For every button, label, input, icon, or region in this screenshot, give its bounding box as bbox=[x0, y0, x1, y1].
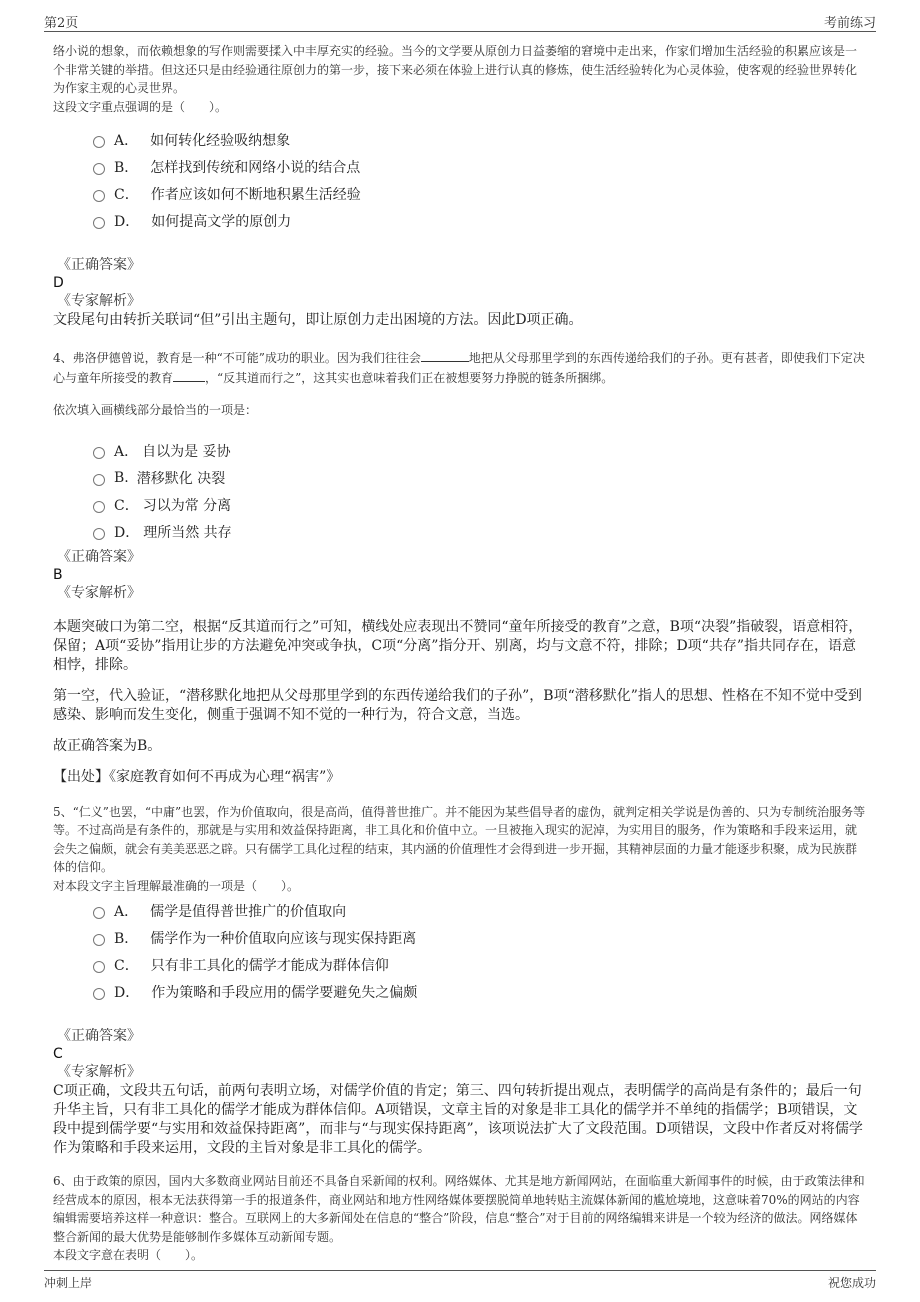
option-letter: A． bbox=[114, 132, 139, 149]
option-text: 习以为常 分离 bbox=[142, 498, 232, 514]
option-b[interactable] bbox=[93, 153, 868, 180]
explanation-text: C项正确，文段共五句话，前两句表明立场，对儒学价值的肯定；第三、四句转折提出观点，表明儒学的高尚是有条件的；最后一句升华主旨，只有非工具化的儒学才能成为群体信仰。A项错误，文章主旨的对象是非工具化的儒学并不单纯的指儒学；B项错误，文段中提到儒学要“与实用和效益保持距离”，而非与“与现实保持距离”，该项说法扩大了文段范围。D项错误，文段中作者反对将儒学作为策略和手段来运用，文段的主旨对象是非工具化的儒学。 bbox=[53, 1083, 863, 1156]
radio-icon[interactable] bbox=[93, 501, 105, 513]
option-d[interactable] bbox=[93, 207, 868, 234]
option-letter: D． bbox=[114, 525, 140, 541]
radio-icon[interactable] bbox=[93, 136, 105, 148]
answer-value: B bbox=[53, 566, 63, 583]
option-list bbox=[93, 438, 868, 546]
option-letter: C． bbox=[114, 957, 139, 974]
option-list bbox=[93, 126, 868, 234]
question-stem: 对本段文字主旨理解最准确的一项是（ ）。 bbox=[53, 878, 300, 893]
question-stem: 本段文字意在表明（ ）。 bbox=[53, 1248, 204, 1262]
answer-label: 《正确答案》 bbox=[57, 1028, 141, 1044]
answer-value: C bbox=[53, 1046, 63, 1062]
answer-value: D bbox=[53, 275, 64, 291]
header-title: 考前练习 bbox=[823, 16, 876, 31]
radio-icon[interactable] bbox=[93, 447, 105, 459]
option-d[interactable] bbox=[93, 519, 868, 546]
answer-label: 《正确答案》 bbox=[57, 548, 141, 565]
option-text: 如何转化经验吸纳想象 bbox=[150, 132, 291, 149]
question-5 bbox=[53, 803, 868, 1159]
option-text: 如何提高文学的原创力 bbox=[151, 213, 292, 230]
radio-icon[interactable] bbox=[93, 528, 105, 540]
footer-left-text: 冲刺上岸 bbox=[44, 1276, 93, 1290]
question-passage: 络小说的想象，而依赖想象的写作则需要揉入中丰厚充实的经验。当今的文学要从原创力日益萎缩的窘境中走出来，作家们增加生活经验的积累应该是一个非常关键的举措。但这还只是由经验通往原创力的第一步，接下来必须在体验上进行认真的修炼，使生活经验转化为心灵体验，使客观的经验世界转化为作家主观的心灵世界。 bbox=[53, 44, 858, 95]
option-text: 潜移默化 决裂 bbox=[136, 471, 226, 487]
footer-right-text: 祝您成功 bbox=[827, 1276, 876, 1290]
option-c[interactable] bbox=[93, 180, 868, 207]
page-number: 第2页 bbox=[44, 16, 79, 31]
option-a[interactable] bbox=[93, 126, 868, 153]
option-letter: C． bbox=[114, 186, 139, 203]
question-stem: 这段文字重点强调的是（ ）。 bbox=[53, 99, 228, 114]
question-3 bbox=[53, 42, 868, 330]
option-a[interactable] bbox=[93, 897, 868, 924]
option-b[interactable] bbox=[93, 924, 868, 951]
option-text: 只有非工具化的儒学才能成为群体信仰 bbox=[150, 957, 389, 974]
radio-icon[interactable] bbox=[93, 163, 105, 175]
explanation-label: 《专家解析》 bbox=[57, 1064, 141, 1080]
question-6 bbox=[53, 1172, 868, 1265]
option-text: 儒学作为一种价值取向应该与现实保持距离 bbox=[150, 930, 417, 947]
passage-part: ，“反其道而行之”，这其实也意味着我们正在被想要努力挣脱的链条所捆绑。 bbox=[205, 370, 614, 385]
explanation-label: 《专家解析》 bbox=[57, 293, 141, 309]
option-letter: A． bbox=[114, 444, 139, 460]
option-text: 作为策略和手段应用的儒学要避免失之偏颇 bbox=[151, 984, 418, 1001]
radio-icon[interactable] bbox=[93, 961, 105, 973]
radio-icon[interactable] bbox=[93, 988, 105, 1000]
explanation-label: 《专家解析》 bbox=[57, 584, 141, 601]
page-header bbox=[44, 12, 876, 32]
radio-icon[interactable] bbox=[93, 217, 105, 229]
question-passage: 6、由于政策的原因，国内大多数商业网站目前还不具备自采新闻的权利。网络媒体、尤其是地方新闻网站，在面临重大新闻事件的时候，由于政策法律和经营成本的原因，根本无法获得第一手的报道条件，商业网站和地方性网络媒体要摆脱简单地转贴主流媒体新闻的尴尬境地，这意味着70%的网站的内容编辑需要培养这样一种意识：整合。互联网上的大多新闻处在信息的“整合”阶段，信息“整合”对于目前的网络编辑来讲是一个较为经济的做法。网络媒体整合新闻的最大优势是能够制作多媒体互动新闻专题。 bbox=[53, 1174, 865, 1244]
option-letter: B． bbox=[114, 930, 139, 947]
option-letter: C． bbox=[114, 498, 139, 514]
option-text: 怎样找到传统和网络小说的结合点 bbox=[150, 159, 361, 176]
page-footer bbox=[44, 1270, 876, 1292]
option-text: 自以为是 妥协 bbox=[142, 444, 231, 460]
option-a[interactable] bbox=[93, 438, 868, 465]
option-c[interactable] bbox=[93, 951, 868, 978]
option-letter: B． bbox=[114, 159, 139, 176]
option-c[interactable] bbox=[93, 492, 868, 519]
radio-icon[interactable] bbox=[93, 190, 105, 202]
explanation-text: 文段尾句由转折关联词“但”引出主题句，即让原创力走出困境的方法。因此D项正确。 bbox=[53, 312, 583, 328]
radio-icon[interactable] bbox=[93, 474, 105, 486]
question-passage bbox=[53, 348, 868, 387]
option-letter: B. bbox=[114, 470, 129, 486]
fill-blank bbox=[173, 368, 205, 382]
radio-icon[interactable] bbox=[93, 907, 105, 919]
explanation-text: 本题突破口为第二空，根据“反其道而行之”可知，横线处应表现出不赞同“童年所接受的教育”之意，B项“决裂”指破裂，语意相符，保留；A项“妥协”指用让步的方法避免冲突或争执，C项“分离”指分开、别离，均与文意不符，排除；D项“共存”指共同存在，语意相悖，排除。 bbox=[53, 618, 863, 673]
option-d[interactable] bbox=[93, 978, 868, 1005]
passage-part: 4、弗洛伊德曾说，教育是一种“不可能”成功的职业。因为我们往往会 bbox=[53, 351, 421, 365]
option-letter: D． bbox=[114, 984, 140, 1001]
passage-part: 地把从父母那里学到的东西传递给我们的子孙。更有甚者，即使我们下定决心与童年所接受的教育 bbox=[53, 351, 865, 385]
option-text: 理所当然 共存 bbox=[143, 525, 232, 541]
option-list bbox=[93, 897, 868, 1005]
explanation-text: 第一空，代入验证，“潜移默化地把从父母那里学到的东西传递给我们的子孙”，B项“潜移默化”指人的思想、性格在不知不觉中受到感染、影响而发生变化，侧重于强调不知不觉的一种行为，符合文意，当选。 bbox=[53, 687, 862, 723]
document-body bbox=[53, 42, 868, 1265]
option-text: 儒学是值得普世推广的价值取向 bbox=[150, 903, 347, 920]
question-stem: 依次填入画横线部分最恰当的一项是： bbox=[53, 403, 258, 417]
question-4 bbox=[53, 348, 868, 787]
question-passage: 5、“仁义”也罢，“中庸”也罢，作为价值取向，很是高尚，值得普世推广。并不能因为某些倡导者的虚伪，就判定相关学说是伪善的、只为专制统治服务等等。不过高尚是有条件的，那就是与实用和效益保持距离，非工具化和价值中立。一旦被拖入现实的泥淖，为实用目的服务，作为策略和手段来运用，就会失之偏颇，就会有美美恶恶之辟。只有儒学工具化过程的结束，其内涵的价值理性才会得到进一步开掘，其精神层面的力量才能逐步积聚，成为民族群体的信仰。 bbox=[53, 804, 866, 874]
answer-label: 《正确答案》 bbox=[57, 257, 141, 273]
radio-icon[interactable] bbox=[93, 934, 105, 946]
fill-blank bbox=[421, 348, 469, 362]
source-citation: 【出处】《家庭教育如何不再成为心理“祸害”》 bbox=[53, 768, 341, 785]
option-letter: D． bbox=[114, 213, 140, 230]
option-letter: A． bbox=[114, 903, 139, 920]
explanation-conclusion: 故正确答案为B。 bbox=[53, 737, 162, 754]
option-text: 作者应该如何不断地积累生活经验 bbox=[150, 186, 361, 203]
option-b[interactable] bbox=[93, 465, 868, 492]
